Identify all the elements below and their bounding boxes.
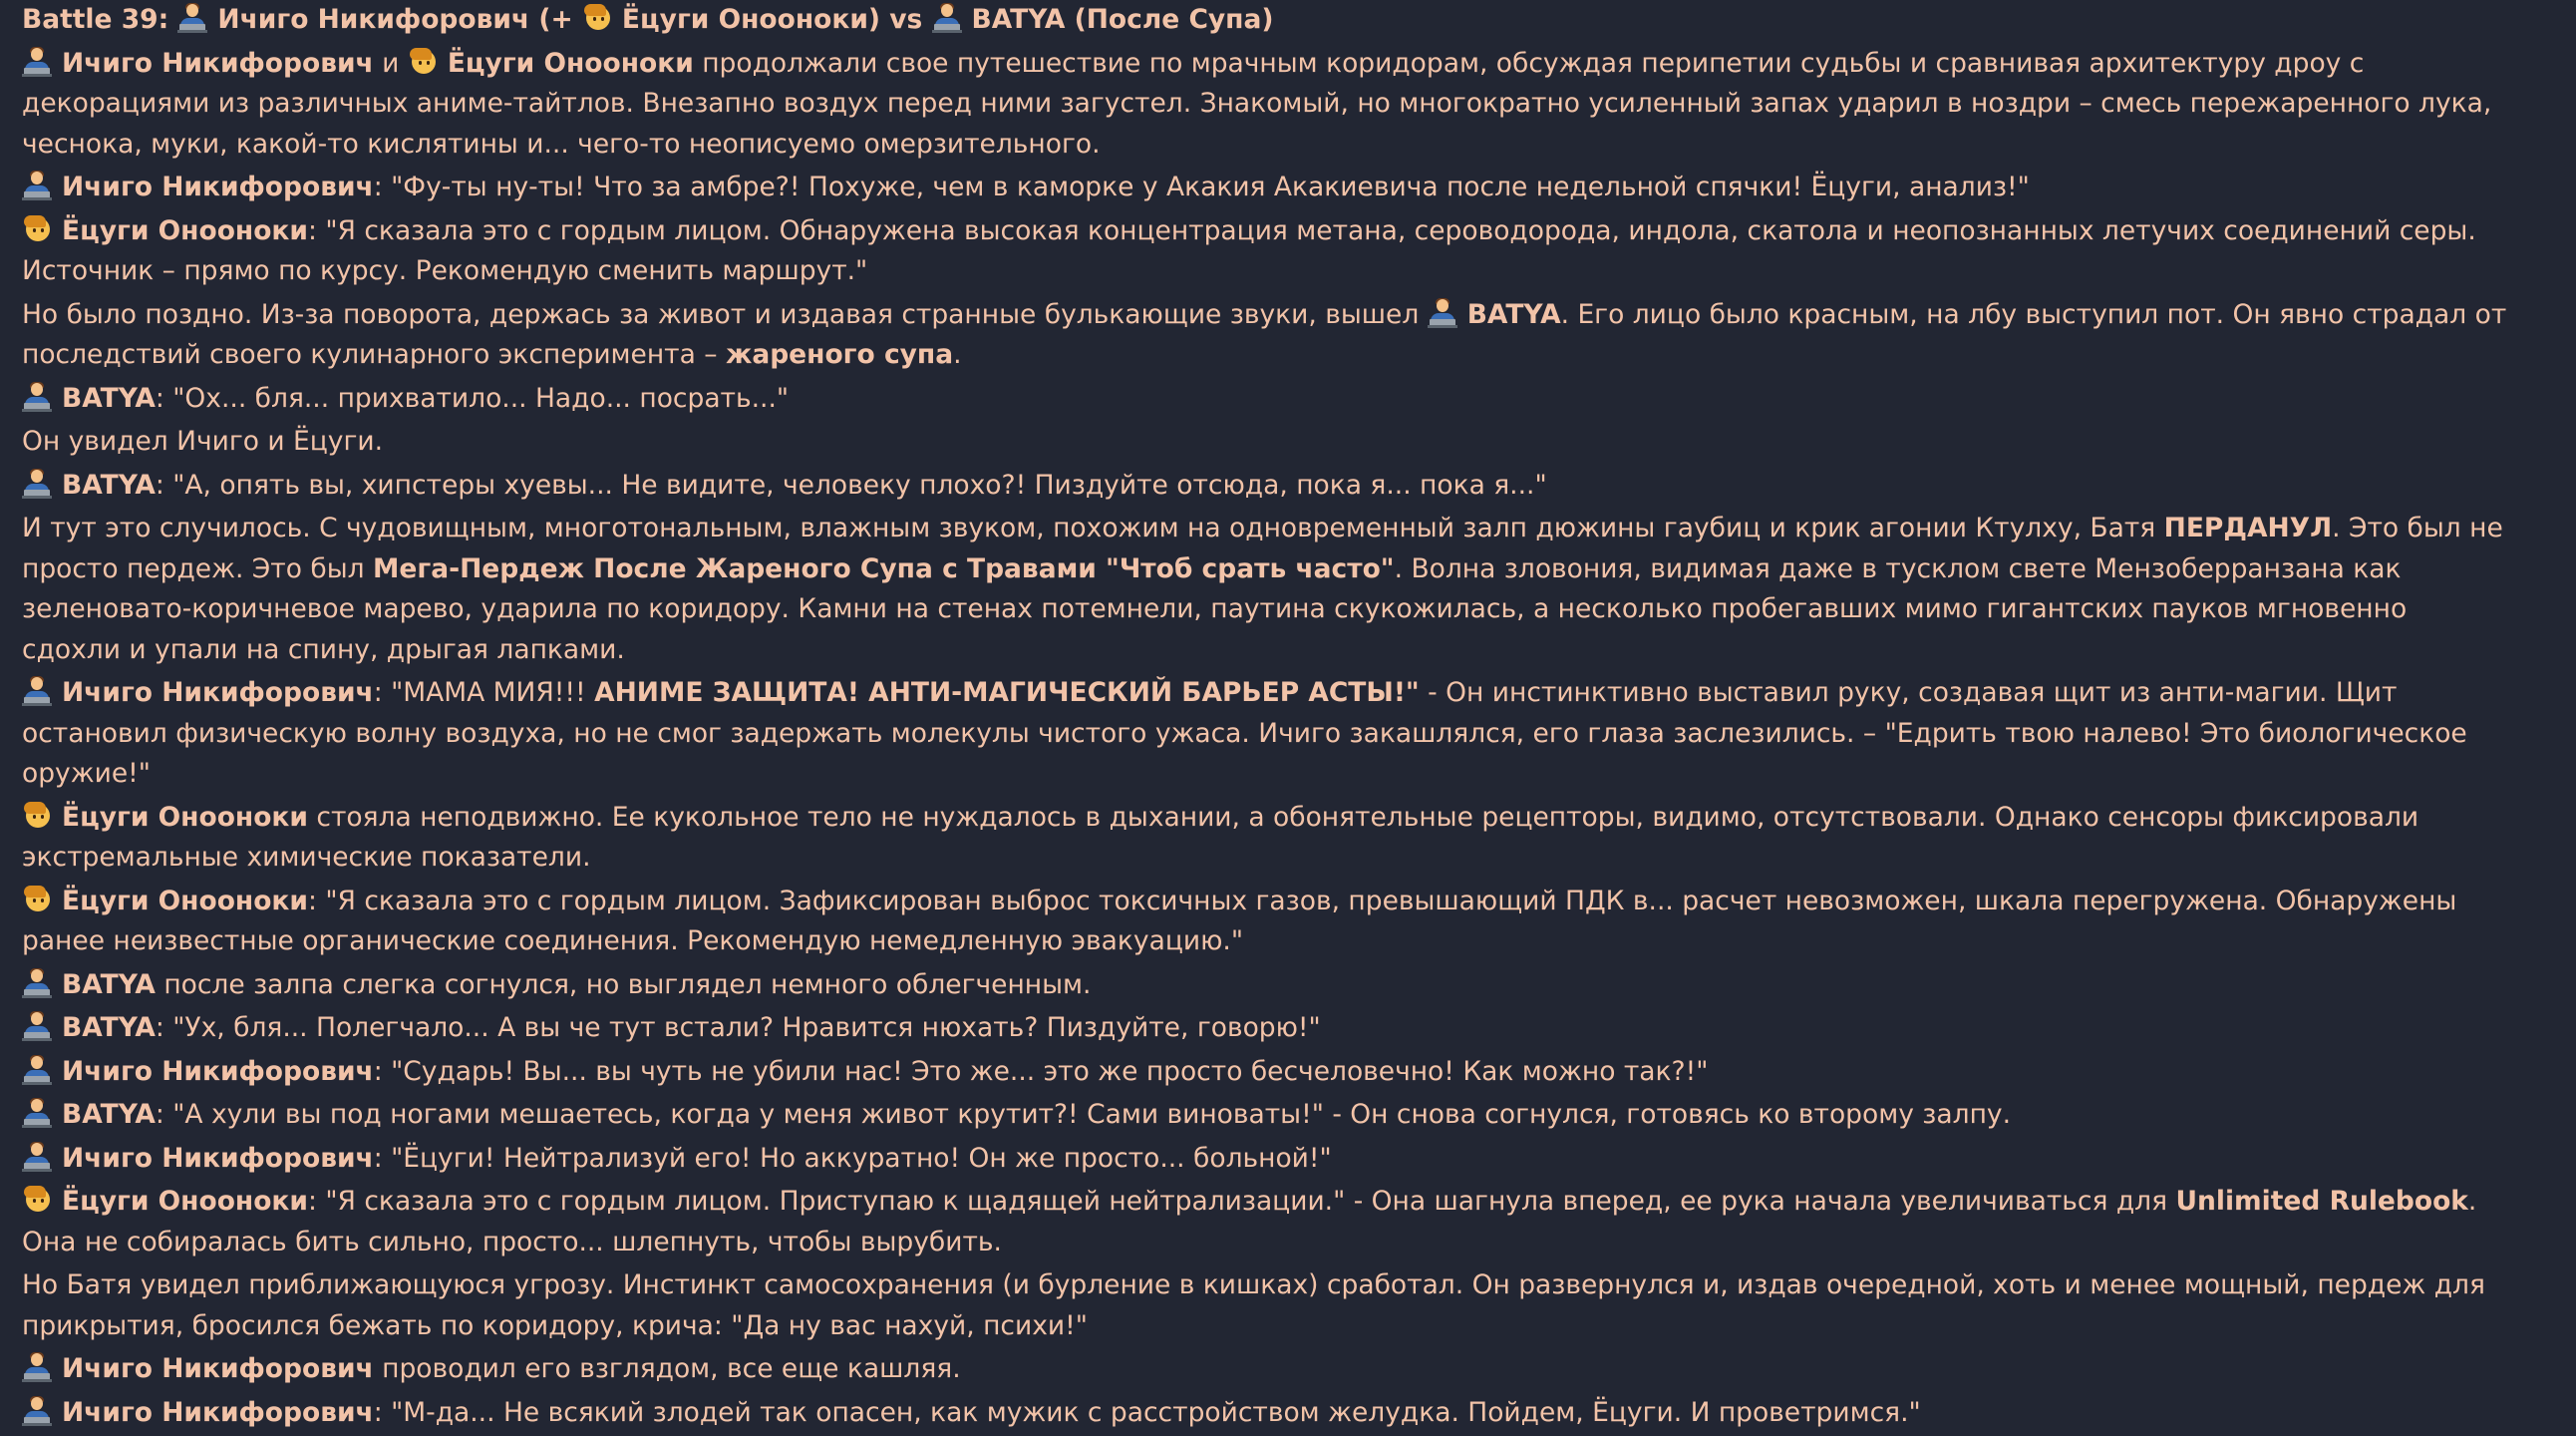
- dialogue-text: : "М-да... Не всякий злодей так опасен, как мужик с расстройством желудка. Пойдем, Ёцуги. И проветримся.": [373, 1396, 1921, 1428]
- story-text: после залпа слегка согнулся, но выглядел немного облегченным.: [155, 968, 1092, 1000]
- dialogue-text: - Он инстинктивно выставил руку, создавая щит из анти-магии. Щит остановил физическую волну воздуха, но не смог задержать молекулы чистого ужаса. Ичиго закашлялся, его глаза заслезились. – "Едрить твою налево! Это биологическое оружие!": [22, 677, 2467, 789]
- man-technologist-icon: [22, 47, 52, 77]
- story-text: . Это был не просто пердеж. Это был: [22, 513, 2503, 584]
- man-technologist-icon: [177, 3, 207, 33]
- girl-icon: [408, 47, 438, 77]
- story-text: Он увидел Ичиго и Ёцуги.: [22, 426, 384, 457]
- dialogue-text: : "Сударь! Вы... вы чуть не убили нас! Это же... это же просто бесчеловечно! Как можно так?!": [373, 1055, 1709, 1087]
- man-technologist-icon: [22, 382, 52, 412]
- girl-icon: [22, 214, 52, 244]
- man-technologist-icon: [22, 1352, 52, 1382]
- story-line: [22, 1265, 2509, 1346]
- bold-text: ПЕРДАНУЛ: [2163, 513, 2333, 543]
- speaker-name: Ёцуги Онооноки: [62, 885, 308, 916]
- girl-icon: [22, 1185, 52, 1215]
- dialogue-line: [22, 1008, 2509, 1049]
- dialogue-line: [22, 1095, 2509, 1136]
- speaker-name: Ёцуги Онооноки: [447, 47, 694, 79]
- dialogue-text: : "А хули вы под ногами мешаетесь, когда у меня живот крутит?! Сами виноваты!" - Он снова согнулся, готовясь ко второму залпу.: [155, 1099, 2012, 1130]
- bold-text: Unlimited Rulebook: [2175, 1186, 2468, 1217]
- speaker-name: Ичиго Никифорович: [62, 1396, 374, 1428]
- speaker-name: Ёцуги Онооноки: [62, 801, 308, 833]
- man-technologist-icon: [22, 1098, 52, 1128]
- story-text: и: [373, 47, 408, 79]
- girl-icon: [22, 885, 52, 914]
- story-text: Но было поздно. Из-за поворота, держась за живот и издавая странные булькающие звуки, вышел: [22, 298, 1428, 330]
- dialogue-line: [22, 882, 2509, 962]
- title-name-batya: BATYA (После Супа): [971, 4, 1274, 35]
- speaker-name: Ичиго Никифорович: [62, 677, 374, 708]
- story-line: [22, 509, 2509, 670]
- dialogue-line: [22, 211, 2509, 292]
- chat-message: [22, 0, 2509, 1436]
- dialogue-text: : "Ух, бля... Полегчало... А вы че тут встали? Нравится нюхать? Пиздуйте, говорю!": [155, 1012, 1321, 1043]
- man-technologist-icon: [1428, 298, 1457, 328]
- title-name-yotsugi: Ёцуги Онооноки: [621, 4, 868, 35]
- dialogue-text: : "Ох... бля... прихватило... Надо... посрать...": [155, 382, 790, 414]
- story-line: [22, 798, 2509, 879]
- dialogue-line: [22, 379, 2509, 420]
- title-mid: (+: [529, 4, 582, 35]
- speaker-name: Ёцуги Онооноки: [62, 1186, 308, 1217]
- dialogue-line: [22, 1052, 2509, 1093]
- story-line: [22, 295, 2509, 376]
- battle-title: [22, 0, 2509, 41]
- speaker-name: BATYA: [62, 469, 156, 501]
- man-technologist-icon: [22, 676, 52, 706]
- speaker-name: BATYA: [62, 382, 156, 414]
- story-line: [22, 1349, 2509, 1390]
- dialogue-text: : "Фу-ты ну-ты! Что за амбре?! Похуже, чем в каморке у Акакия Акакиевича после недельной спячки! Ёцуги, анализ!": [373, 172, 2030, 202]
- speaker-name: Ичиго Никифорович: [62, 1142, 374, 1174]
- bold-text: АНИМЕ ЗАЩИТА! АНТИ-МАГИЧЕСКИЙ БАРЬЕР АСТЫ!": [594, 677, 1420, 708]
- man-technologist-icon: [22, 171, 52, 200]
- man-technologist-icon: [22, 1142, 52, 1172]
- man-technologist-icon: [22, 469, 52, 499]
- story-text: продолжали свое путешествие по мрачным коридорам, обсуждая перипетии судьбы и сравнивая архитектуру дроу с декорациями из различных аниме-тайтлов. Внезапно воздух перед ними загустел. Знакомый, но многократно усиленный запах ударил в ноздри – смесь пережаренного лука, чеснока, муки, какой-то кислятины и... чего-то неописуемо омерзительного.: [22, 47, 2492, 160]
- speaker-name: Ёцуги Онооноки: [62, 214, 308, 246]
- story-text: проводил его взглядом, все еще кашляя.: [373, 1353, 961, 1384]
- story-text: . Волна зловония, видимая даже в тусклом свете Мензоберранзана как зеленовато-коричневое марево, ударила по коридору. Камни на стенах потемнели, паутина скукожилась, а несколько пробегавших мимо гигантских пауков мгновенно сдохли и упали на спину, дрыгая лапками.: [22, 552, 2408, 665]
- speaker-name: BATYA: [62, 968, 156, 1000]
- bold-text: Мега-Пердеж После Жареного Супа с Травами "Чтоб срать часто": [373, 552, 1395, 584]
- title-prefix: Battle 39:: [22, 4, 178, 35]
- dialogue-line: [22, 168, 2509, 208]
- title-name-ichigo: Ичиго Никифорович: [217, 4, 530, 35]
- story-line: [22, 965, 2509, 1006]
- story-line: [22, 44, 2509, 166]
- bold-text: жареного супа: [725, 339, 954, 370]
- man-technologist-icon: [22, 1396, 52, 1426]
- scrollbar[interactable]: [2552, 0, 2562, 1392]
- speaker-name: Ичиго Никифорович: [62, 47, 374, 79]
- story-text: И тут это случилось. С чудовищным, многотональным, влажным звуком, похожим на одновременный залп дюжины гаубиц и крик агонии Ктулху, Батя: [22, 513, 2164, 543]
- dialogue-text: : "А, опять вы, хипстеры хуевы... Не видите, человеку плохо?! Пиздуйте отсюда, пока я... пока я...": [155, 469, 1547, 501]
- dialogue-text: : "Я сказала это с гордым лицом. Приступаю к щадящей нейтрализации." - Она шагнула вперед, ее рука начала увеличиваться для: [307, 1186, 2176, 1217]
- story-text: . Его лицо было красным, на лбу выступил пот. Он явно страдал от последствий своего кулинарного эксперимента –: [22, 298, 2507, 370]
- dialogue-text: : "МАМА МИЯ!!!: [373, 677, 595, 708]
- story-text: Но Батя увидел приближающуюся угрозу. Инстинкт самосохранения (и бурление в кишках) сработал. Он развернулся и, издав очередной, хоть и менее мощный, пердеж для прикрытия, бросился бежать по коридору, крича: "Да ну вас нахуй, психи!": [22, 1269, 2485, 1341]
- speaker-name: Ичиго Никифорович: [62, 172, 374, 202]
- dialogue-line: [22, 673, 2509, 795]
- dialogue-text: . Она не собиралась бить сильно, просто... шлепнуть, чтобы вырубить.: [22, 1186, 2477, 1257]
- dialogue-line: [22, 1139, 2509, 1180]
- girl-icon: [22, 801, 52, 831]
- story-text: стояла неподвижно. Ее кукольное тело не нуждалось в дыхании, а обонятельные рецепторы, видимо, отсутствовали. Однако сенсоры фиксировали экстремальные химические показатели.: [22, 801, 2419, 873]
- dialogue-text: : "Я сказала это с гордым лицом. Обнаружена высокая концентрация метана, сероводорода, индола, скатола и неопознанных летучих соединений серы. Источник – прямо по курсу. Рекомендую сменить маршрут.": [22, 214, 2476, 286]
- girl-icon: [582, 3, 612, 33]
- man-technologist-icon: [22, 1055, 52, 1085]
- story-text: .: [953, 339, 962, 370]
- speaker-name: BATYA: [1466, 298, 1561, 330]
- dialogue-line: [22, 466, 2509, 507]
- man-technologist-icon: [932, 3, 962, 33]
- man-technologist-icon: [22, 1011, 52, 1041]
- title-vs: ) vs: [867, 4, 932, 35]
- dialogue-text: : "Ёцуги! Нейтрализуй его! Но аккуратно! Он же просто... больной!": [373, 1142, 1332, 1174]
- speaker-name: Ичиго Никифорович: [62, 1055, 374, 1087]
- story-line: [22, 422, 2509, 463]
- speaker-name: Ичиго Никифорович: [62, 1353, 374, 1384]
- dialogue-line: [22, 1393, 2509, 1434]
- man-technologist-icon: [22, 968, 52, 998]
- dialogue-text: : "Я сказала это с гордым лицом. Зафиксирован выброс токсичных газов, превышающий ПДК в... расчет невозможен, шкала перегружена. Обнаружены ранее неизвестные органические соединения. Рекомендую немедленную эвакуацию.": [22, 885, 2457, 956]
- speaker-name: BATYA: [62, 1099, 156, 1130]
- speaker-name: BATYA: [62, 1012, 156, 1043]
- dialogue-line: [22, 1182, 2509, 1262]
